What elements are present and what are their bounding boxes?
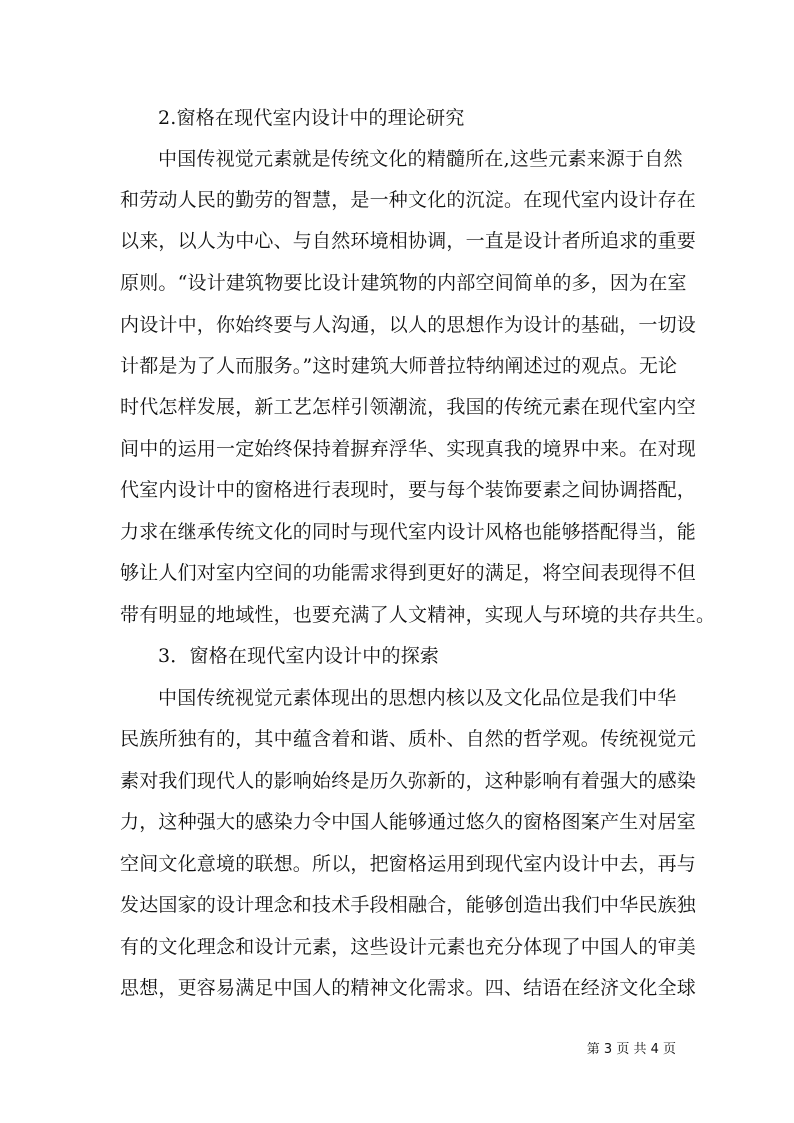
section2-line: 够让人们对室内空间的功能需求得到更好的满足，将空间表现得不但	[120, 562, 697, 584]
section3-line: 素对我们现代人的影响始终是历久弥新的，这种影响有着强大的感染	[120, 770, 697, 792]
section2-line: 计都是为了人而服务。”这时建筑大师普拉特纳阐述过的观点。无论	[120, 355, 678, 377]
section3-heading: 3．窗格在现代室内设计中的探索	[158, 645, 440, 667]
page-number-footer: 第 3 页 共 4 页	[586, 1042, 676, 1057]
section3-line: 空间文化意境的联想。所以，把窗格运用到现代室内设计中去，再与	[120, 853, 697, 875]
section3-line: 有的文化理念和设计元素，这些设计元素也充分体现了中国人的审美	[120, 936, 697, 958]
section3-line: 发达国家的设计理念和技术手段相融合，能够创造出我们中华民族独	[120, 894, 697, 916]
section2-line: 以来，以人为中心、与自然环境相协调，一直是设计者所追求的重要	[120, 230, 697, 252]
section3-line: 民族所独有的，其中蕴含着和谐、质朴、自然的哲学观。传统视觉元	[120, 728, 697, 750]
section2-line: 力求在继承传统文化的同时与现代室内设计风格也能够搭配得当，能	[120, 521, 697, 543]
section2-line: 中国传视觉元素就是传统文化的精髓所在,这些元素来源于自然	[158, 148, 683, 170]
section2-line: 时代怎样发展，新工艺怎样引领潮流，我国的传统元素在现代室内空	[120, 396, 697, 418]
section2-line: 内设计中，你始终要与人沟通，以人的思想作为设计的基础，一切设	[120, 314, 697, 336]
section2-line: 间中的运用一定始终保持着摒弃浮华、实现真我的境界中来。在对现	[120, 438, 697, 460]
section2-heading: 2.窗格在现代室内设计中的理论研究	[158, 107, 465, 129]
section2-line: 和劳动人民的勤劳的智慧，是一种文化的沉淀。在现代室内设计存在	[120, 189, 697, 211]
section2-line: 原则。“设计建筑物要比设计建筑物的内部空间简单的多，因为在室	[120, 272, 687, 294]
section2-line: 带有明显的地域性，也要充满了人文精神，实现人与环境的共存共生。	[120, 604, 716, 626]
section2-line: 代室内设计中的窗格进行表现时，要与每个装饰要素之间协调搭配，	[120, 479, 697, 501]
section3-line: 思想，更容易满足中国人的精神文化需求。四、结语在经济文化全球	[120, 977, 697, 999]
section3-line: 中国传统视觉元素体现出的思想内核以及文化品位是我们中华	[158, 687, 677, 709]
section3-line: 力，这种强大的感染力令中国人能够通过悠久的窗格图案产生对居室	[120, 811, 697, 833]
